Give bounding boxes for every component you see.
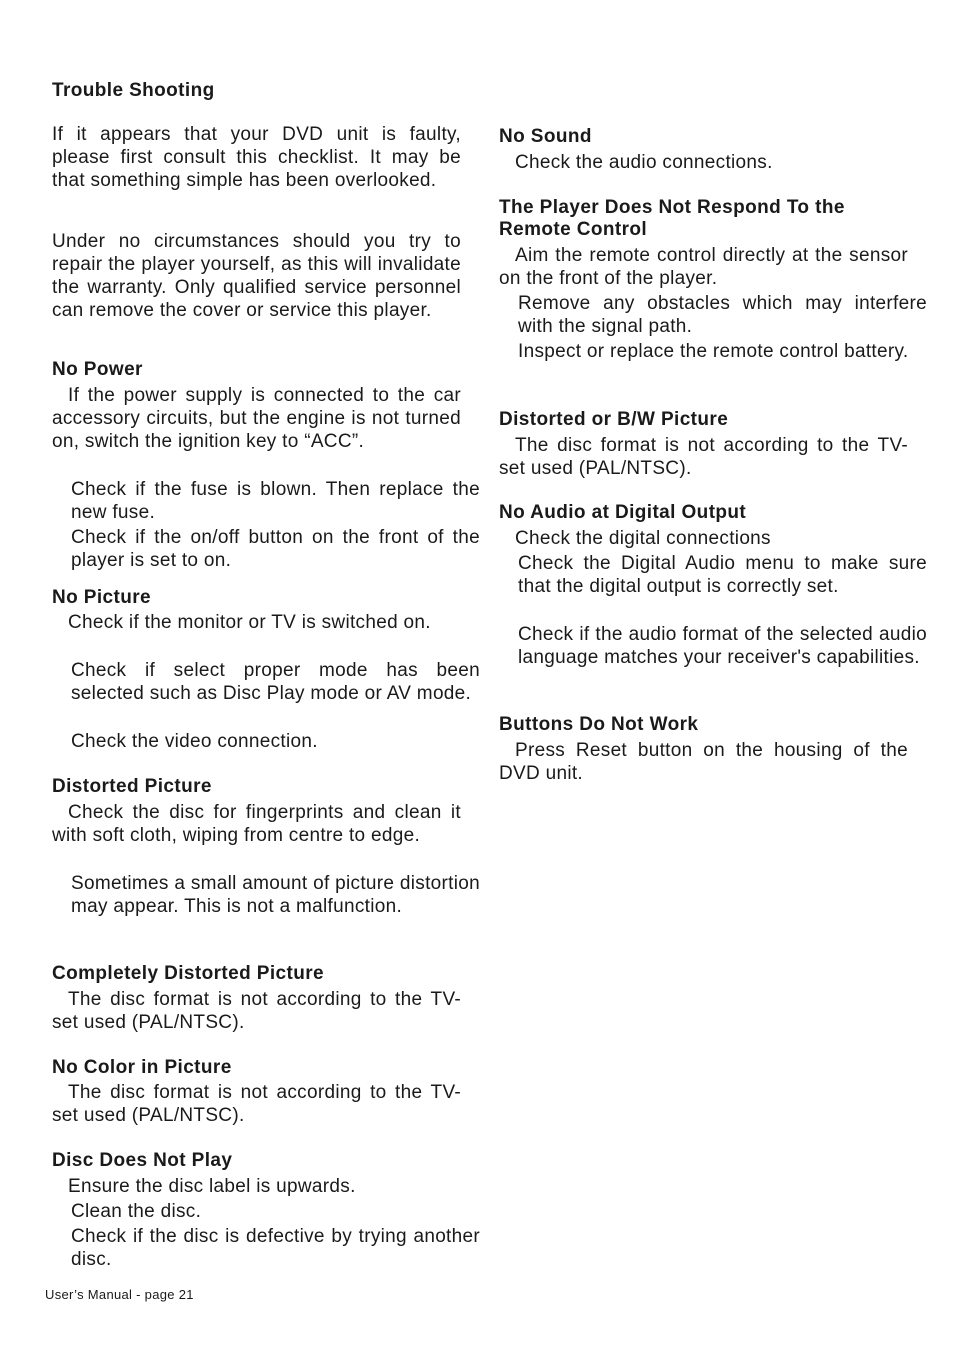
section-text: Check the disc for fingerprints and clean it with soft cloth, wiping from centre to edge. — [52, 802, 461, 846]
checklist-item: Check the Digital Audio menu to make sure that the digital output is correctly set. — [518, 553, 927, 597]
checklist-item: Check if the disc is defective by trying another disc. — [71, 1226, 480, 1270]
page-footer: User’s Manual - page 21 — [45, 1287, 194, 1302]
section-title-no-sound: No Sound — [499, 126, 592, 147]
section-text: Check the audio connections. — [515, 152, 773, 173]
section-title-distorted-picture: Distorted Picture — [52, 776, 212, 797]
section-title-remote-control: The Player Does Not Respond To the Remote Control — [499, 197, 845, 240]
intro-paragraph: If it appears that your DVD unit is faulty, please first consult this checklist. It may be that something simple has been overlooked. — [52, 124, 461, 191]
section-text: The disc format is not according to the TV-set used (PAL/NTSC). — [52, 1082, 461, 1126]
section-text: Press Reset button on the housing of the DVD unit. — [499, 740, 908, 784]
checklist-item: Check if the on/off button on the front of the player is set to on. — [71, 527, 480, 571]
section-text: If the power supply is connected to the car accessory circuits, but the engine is not turned on, switch the ignition key to “ACC”. — [52, 385, 461, 452]
section-title-disc-does-not-play: Disc Does Not Play — [52, 1150, 233, 1171]
section-title-no-color: No Color in Picture — [52, 1057, 232, 1078]
checklist-item: Check if select proper mode has been selected such as Disc Play mode or AV mode. — [71, 660, 480, 704]
section-title-completely-distorted: Completely Distorted Picture — [52, 963, 324, 984]
checklist-item: Clean the disc. — [71, 1201, 202, 1222]
checklist-item: Sometimes a small amount of picture distortion may appear. This is not a malfunction. — [71, 873, 480, 917]
checklist-item: Check if the fuse is blown. Then replace the new fuse. — [71, 479, 480, 523]
section-text: Ensure the disc label is upwards. — [68, 1176, 356, 1197]
checklist-item: Check the video connection. — [71, 731, 318, 752]
section-text: Check the digital connections — [515, 528, 771, 549]
warranty-paragraph: Under no circumstances should you try to repair the player yourself, as this will invalidate the warranty. Only qualified service personnel can remove the cover or service this player. — [52, 231, 461, 321]
section-title-no-power: No Power — [52, 359, 143, 380]
section-title-no-picture: No Picture — [52, 587, 152, 608]
section-text: The disc format is not according to the TV-set used (PAL/NTSC). — [499, 435, 908, 479]
checklist-item: Check if the audio format of the selected audio language matches your receiver's capabilities. — [518, 624, 927, 668]
section-title-no-audio-digital: No Audio at Digital Output — [499, 502, 747, 523]
checklist-item: Inspect or replace the remote control battery. — [518, 341, 909, 362]
section-title-buttons-do-not-work: Buttons Do Not Work — [499, 714, 699, 735]
section-text: The disc format is not according to the TV-set used (PAL/NTSC). — [52, 989, 461, 1033]
section-title-distorted-bw: Distorted or B/W Picture — [499, 409, 729, 430]
section-text: Aim the remote control directly at the sensor on the front of the player. — [499, 245, 908, 289]
checklist-item: Remove any obstacles which may interfere with the signal path. — [518, 293, 927, 337]
page-title: Trouble Shooting — [52, 80, 215, 101]
section-text: Check if the monitor or TV is switched on. — [68, 612, 431, 633]
